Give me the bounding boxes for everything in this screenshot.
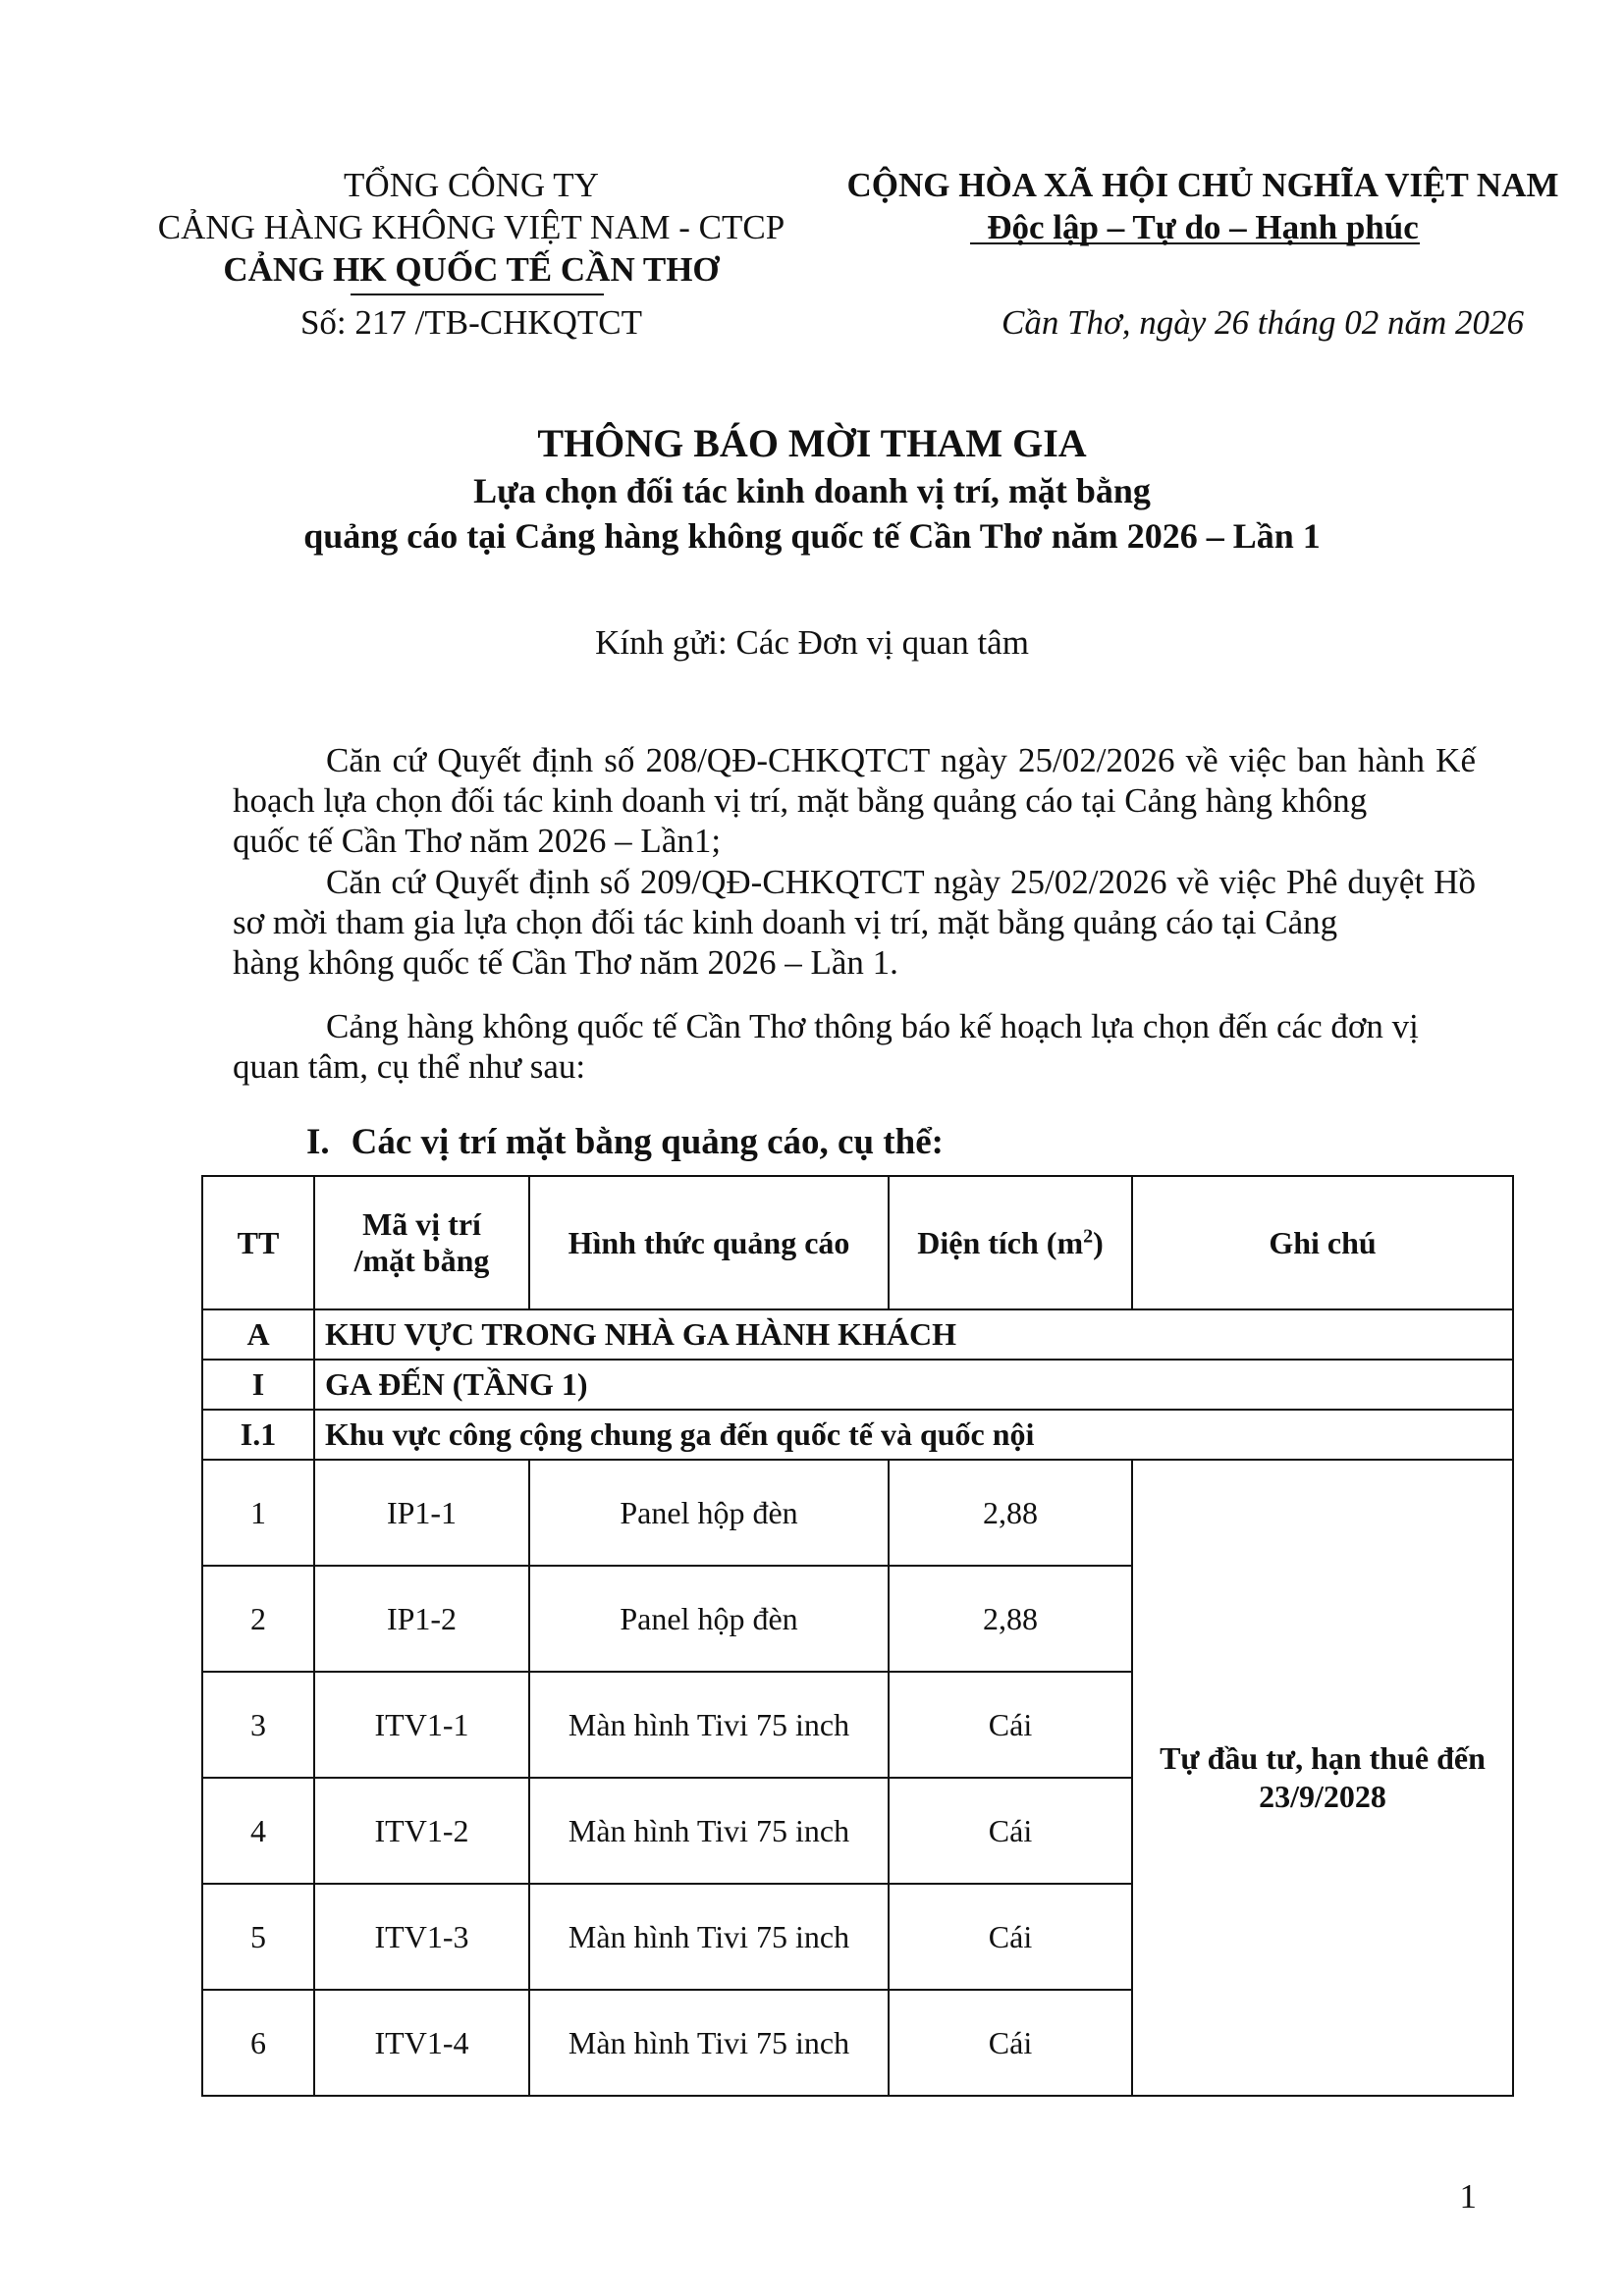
section-code: A — [202, 1309, 314, 1360]
org-unit: CẢNG HK QUỐC TẾ CẦN THƠ — [223, 250, 720, 289]
header-location-code-line1: Mã vị trí — [362, 1206, 481, 1242]
cell-area: 2,88 — [889, 1460, 1132, 1566]
cell-area: Cái — [889, 1884, 1132, 1990]
header-note: Ghi chú — [1132, 1176, 1513, 1309]
cell-location-code: IP1-1 — [314, 1460, 529, 1566]
advertising-locations-table — [201, 1175, 1514, 2097]
paragraph-basis-2-end: hàng không quốc tế Cần Thơ năm 2026 – Lần 1. — [233, 943, 898, 982]
note-line-2: 23/9/2028 — [1259, 1779, 1386, 1814]
document-subtitle-2: quảng cáo tại Cảng hàng không quốc tế Cần Thơ năm 2026 – Lần 1 — [303, 516, 1321, 556]
org-parent: TỔNG CÔNG TY — [344, 166, 599, 204]
org-underline — [351, 294, 604, 295]
header-area-close: ) — [1093, 1224, 1104, 1260]
header-area-unit-exponent: 2 — [1083, 1224, 1094, 1247]
cell-ad-form: Màn hình Tivi 75 inch — [529, 1884, 889, 1990]
document-number: Số: 217 /TB-CHKQTCT — [299, 303, 643, 342]
cell-area: 2,88 — [889, 1566, 1132, 1672]
header-ad-form: Hình thức quảng cáo — [529, 1176, 889, 1309]
cell-area: Cái — [889, 1672, 1132, 1778]
cell-ad-form: Panel hộp đèn — [529, 1460, 889, 1566]
cell-area: Cái — [889, 1990, 1132, 2096]
country-name: CỘNG HÒA XÃ HỘI CHỦ NGHĨA VIỆT NAM — [846, 166, 1559, 204]
paragraph-basis-2-text: Căn cứ Quyết định số 209/QĐ-CHKQTCT ngày 25/02/2026 về việc Phê duyệt Hồ sơ mời tham gia lựa chọn đối tác kinh doanh vị trí, mặt bằng quảng cáo tại Cảng — [233, 863, 1476, 941]
cell-tt: 2 — [202, 1566, 314, 1672]
section-row-a — [202, 1309, 1513, 1360]
cell-tt: 3 — [202, 1672, 314, 1778]
section-code: I — [202, 1360, 314, 1410]
cell-note-merged — [1132, 1460, 1513, 2096]
note-line-1: Tự đầu tư, hạn thuê đến — [1160, 1740, 1486, 1776]
cell-ad-form: Màn hình Tivi 75 inch — [529, 1990, 889, 2096]
cell-location-code: ITV1-2 — [314, 1778, 529, 1884]
cell-location-code: IP1-2 — [314, 1566, 529, 1672]
document-subtitle-1: Lựa chọn đối tác kinh doanh vị trí, mặt bằng — [473, 471, 1151, 510]
cell-ad-form: Panel hộp đèn — [529, 1566, 889, 1672]
section-label: GA ĐẾN (TẦNG 1) — [314, 1360, 1513, 1410]
cell-tt: 6 — [202, 1990, 314, 2096]
header-area-label: Diện tích (m — [917, 1224, 1084, 1260]
cell-area: Cái — [889, 1778, 1132, 1884]
document-title: THÔNG BÁO MỜI THAM GIA — [537, 421, 1087, 465]
table-row — [202, 1460, 1513, 1566]
national-header — [820, 164, 1586, 248]
section-row-i — [202, 1360, 1513, 1410]
paragraph-basis-1-end: quốc tế Cần Thơ năm 2026 – Lần1; — [233, 822, 722, 860]
header-location-code — [314, 1176, 529, 1309]
paragraph-basis-1 — [233, 740, 1476, 861]
paragraph-announcement-end: quan tâm, cụ thể như sau: — [233, 1047, 586, 1086]
cell-tt: 4 — [202, 1778, 314, 1884]
paragraph-basis-2 — [233, 862, 1476, 983]
header-tt: TT — [202, 1176, 314, 1309]
section-label: KHU VỰC TRONG NHÀ GA HÀNH KHÁCH — [314, 1309, 1513, 1360]
paragraph-announcement — [233, 1006, 1476, 1087]
section-label: Khu vực công cộng chung ga đến quốc tế và quốc nội — [314, 1410, 1513, 1460]
cell-location-code: ITV1-4 — [314, 1990, 529, 2096]
page-number: 1 — [1459, 2177, 1477, 2216]
cell-tt: 1 — [202, 1460, 314, 1566]
header-left — [128, 164, 815, 291]
section-heading — [306, 1121, 944, 1163]
cell-ad-form: Màn hình Tivi 75 inch — [529, 1778, 889, 1884]
org-corporation: CẢNG HÀNG KHÔNG VIỆT NAM - CTCP — [157, 208, 785, 246]
date-line: Cần Thơ, ngày 26 tháng 02 năm 2026 — [1001, 303, 1524, 342]
cell-tt: 5 — [202, 1884, 314, 1990]
header-location-code-line2: /mặt bằng — [353, 1243, 490, 1278]
paragraph-announcement-text: Cảng hàng không quốc tế Cần Thơ thông báo kế hoạch lựa chọn đến các đơn vị — [326, 1007, 1419, 1045]
header-area — [889, 1176, 1132, 1309]
greeting: Kính gửi: Các Đơn vị quan tâm — [595, 623, 1029, 662]
section-row-i1 — [202, 1410, 1513, 1460]
table-header-row — [202, 1176, 1513, 1309]
cell-ad-form: Màn hình Tivi 75 inch — [529, 1672, 889, 1778]
paragraph-basis-1-text: Căn cứ Quyết định số 208/QĐ-CHKQTCT ngày 25/02/2026 về việc ban hành Kế hoạch lựa chọn đối tác kinh doanh vị trí, mặt bằng quảng cáo tại Cảng hàng không — [233, 741, 1476, 820]
motto-underline — [970, 242, 1420, 244]
section-code: I.1 — [202, 1410, 314, 1460]
cell-location-code: ITV1-1 — [314, 1672, 529, 1778]
national-motto: Độc lập – Tự do – Hạnh phúc — [987, 208, 1419, 246]
section-title: Các vị trí mặt bằng quảng cáo, cụ thể: — [351, 1122, 944, 1162]
section-number: I. — [306, 1122, 330, 1162]
cell-location-code: ITV1-3 — [314, 1884, 529, 1990]
